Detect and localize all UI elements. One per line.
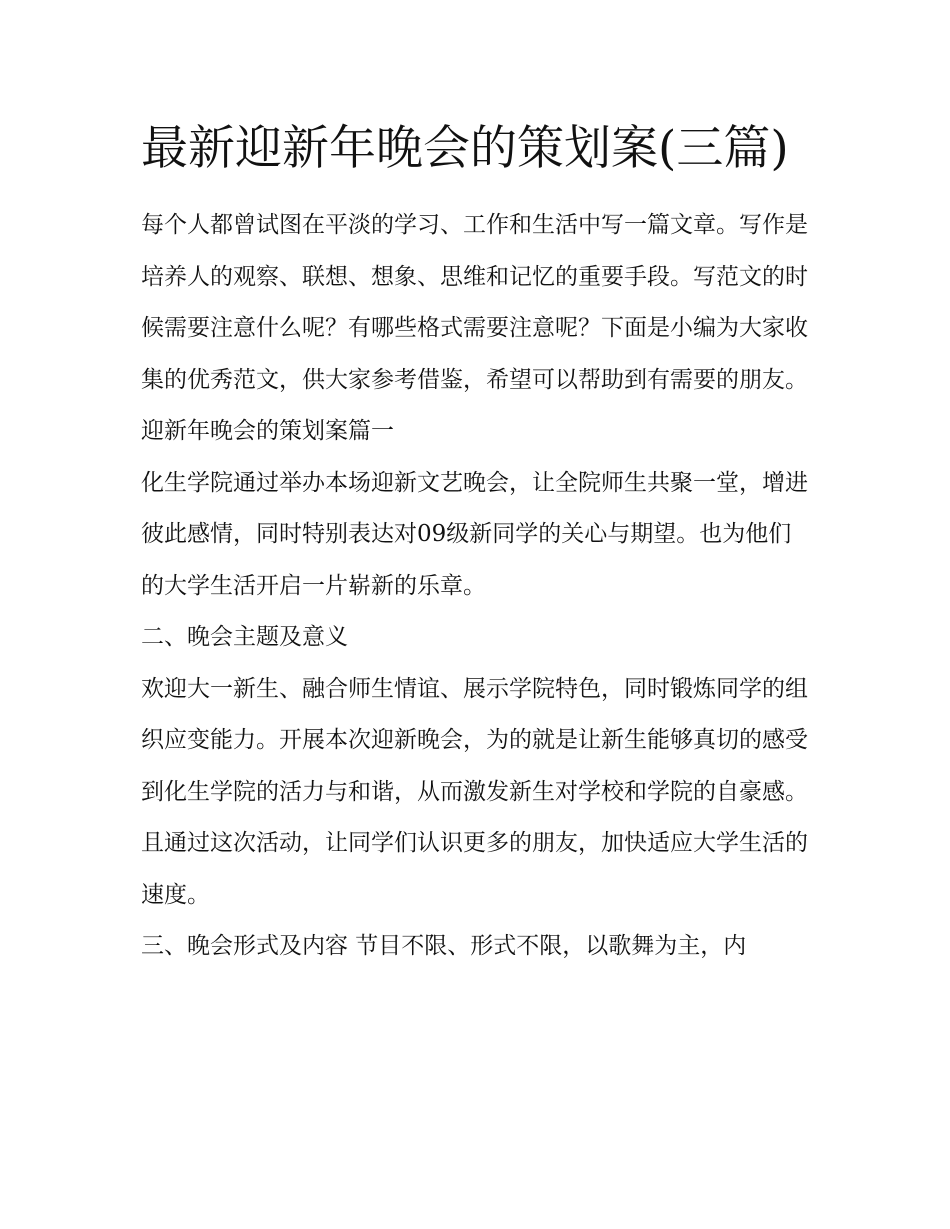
section-heading-theme: 二、晚会主题及意义	[141, 624, 348, 650]
section-heading-plan-one: 迎新年晚会的策划案篇一	[141, 418, 394, 444]
intro-paragraph: 每个人都曾试图在平淡的学习、工作和生活中写一篇文章。写作是培养人的观察、联想、想象、思维和记忆的重要手段。写范文的时候需要注意什么呢？有哪些格式需要注意呢？下面是小编为大家收集的优秀范文，供大家参考借鉴，希望可以帮助到有需要的朋友。	[141, 212, 808, 393]
document-content	[141, 112, 813, 973]
section-heading-format: 三、晚会形式及内容 节目不限、形式不限，以歌舞为主，内	[141, 933, 747, 959]
theme-paragraph: 欢迎大一新生、融合师生情谊、展示学院特色，同时锻炼同学的组织应变能力。开展本次迎新晚会，为的就是让新生能够真切的感受到化生学院的活力与和谐，从而激发新生对学校和学院的自豪感。且通过这次活动，让同学们认识更多的朋友，加快适应大学生活的速度。	[141, 675, 808, 908]
document-title: 最新迎新年晚会的策划案(三篇)	[141, 121, 789, 176]
document-body	[141, 200, 813, 973]
purpose-paragraph: 化生学院通过举办本场迎新文艺晚会，让全院师生共聚一堂，增进彼此感情，同时特别表达对09级新同学的关心与期望。也为他们的大学生活开启一片崭新的乐章。	[141, 469, 808, 599]
